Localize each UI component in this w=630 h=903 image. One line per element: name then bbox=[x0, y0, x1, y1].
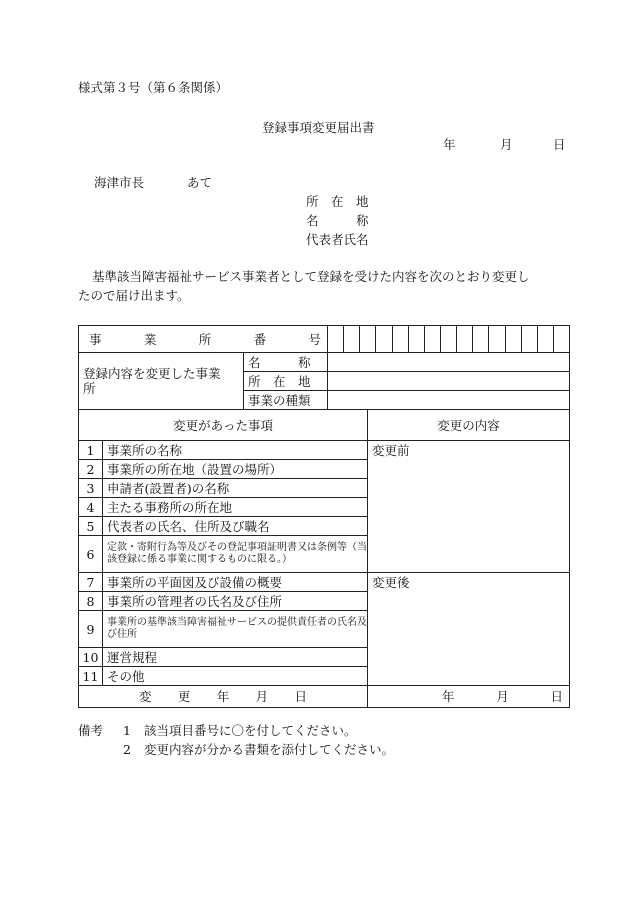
item-label: 事業所の所在地（設置の場所） bbox=[103, 460, 368, 479]
changed-office-label: 登録内容を変更した事業 所 bbox=[79, 353, 244, 410]
item-number[interactable]: 10 bbox=[79, 648, 103, 667]
col-changed-items: 変更があった事項 bbox=[79, 410, 368, 441]
item-label: 事業所の名称 bbox=[103, 441, 368, 460]
item-label: 事業所の管理者の氏名及び住所 bbox=[103, 592, 368, 611]
date-year: 年 bbox=[443, 137, 456, 152]
item-label: 主たる事務所の所在地 bbox=[103, 498, 368, 517]
date-month: 月 bbox=[500, 137, 513, 152]
item-number[interactable]: 11 bbox=[79, 667, 103, 686]
recipient-name: 海津市長 bbox=[94, 175, 145, 190]
change-form-table bbox=[78, 325, 570, 708]
office-address-field[interactable] bbox=[328, 372, 570, 391]
item-label: 運営規程 bbox=[103, 648, 368, 667]
body-text-line2: たので届け出ます。 bbox=[78, 288, 190, 303]
item-label: 代表者の氏名、住所及び職名 bbox=[103, 517, 368, 536]
item-number[interactable]: 7 bbox=[79, 573, 103, 592]
office-type-label: 事業の種類 bbox=[244, 391, 328, 410]
note-text: 変更内容が分かる書類を添付してください。 bbox=[144, 742, 395, 757]
note-number: 1 bbox=[123, 723, 131, 738]
notes-label: 備考 bbox=[78, 723, 104, 738]
change-date-label: 変 更 年 月 日 bbox=[79, 686, 368, 708]
item-number[interactable]: 2 bbox=[79, 460, 103, 479]
date-day: 日 bbox=[553, 137, 566, 152]
change-date-field[interactable]: 年 月 日 bbox=[368, 686, 570, 708]
office-address-label: 所 在 地 bbox=[244, 372, 328, 391]
item-label: 事業所の基準該当障害福祉サービスの提供責任者の氏名及び住所 bbox=[103, 611, 368, 648]
item-label: 事業所の平面図及び設備の概要 bbox=[103, 573, 368, 592]
applicant-representative-label: 代表者氏名 bbox=[306, 232, 369, 247]
item-number[interactable]: 6 bbox=[79, 536, 103, 573]
item-number[interactable]: 3 bbox=[79, 479, 103, 498]
item-label: その他 bbox=[103, 667, 368, 686]
item-label: 定款・寄附行為等及びその登記事項証明書又は条例等（当該登録に係る事業に関するものに限る。） bbox=[103, 536, 368, 573]
office-number-label: 事 業 所 番 号 bbox=[79, 326, 328, 353]
body-text-line1: 基準該当障害福祉サービス事業者として登録を受けた内容を次のとおり変更し bbox=[92, 269, 530, 284]
office-name-label: 名 称 bbox=[244, 353, 328, 372]
item-number[interactable]: 4 bbox=[79, 498, 103, 517]
office-type-field[interactable] bbox=[328, 391, 570, 410]
change-before-field[interactable]: 変更前 bbox=[368, 441, 570, 573]
item-number[interactable]: 9 bbox=[79, 611, 103, 648]
form-number: 様式第３号（第６条関係） bbox=[78, 80, 229, 95]
change-after-field[interactable]: 変更後 bbox=[368, 573, 570, 686]
office-number-boxes[interactable] bbox=[328, 326, 570, 353]
applicant-address-label: 所 在 地 bbox=[306, 194, 369, 209]
note-text: 該当項目番号に〇を付してください。 bbox=[144, 723, 357, 738]
note-number: 2 bbox=[123, 742, 131, 757]
recipient-suffix: あて bbox=[187, 175, 213, 190]
item-number[interactable]: 5 bbox=[79, 517, 103, 536]
col-change-content: 変更の内容 bbox=[368, 410, 570, 441]
office-name-field[interactable] bbox=[328, 353, 570, 372]
applicant-name-label: 名 称 bbox=[306, 213, 369, 228]
form-title: 登録事項変更届出書 bbox=[262, 120, 375, 135]
item-number[interactable]: 1 bbox=[79, 441, 103, 460]
item-label: 申請者(設置者)の名称 bbox=[103, 479, 368, 498]
item-number[interactable]: 8 bbox=[79, 592, 103, 611]
